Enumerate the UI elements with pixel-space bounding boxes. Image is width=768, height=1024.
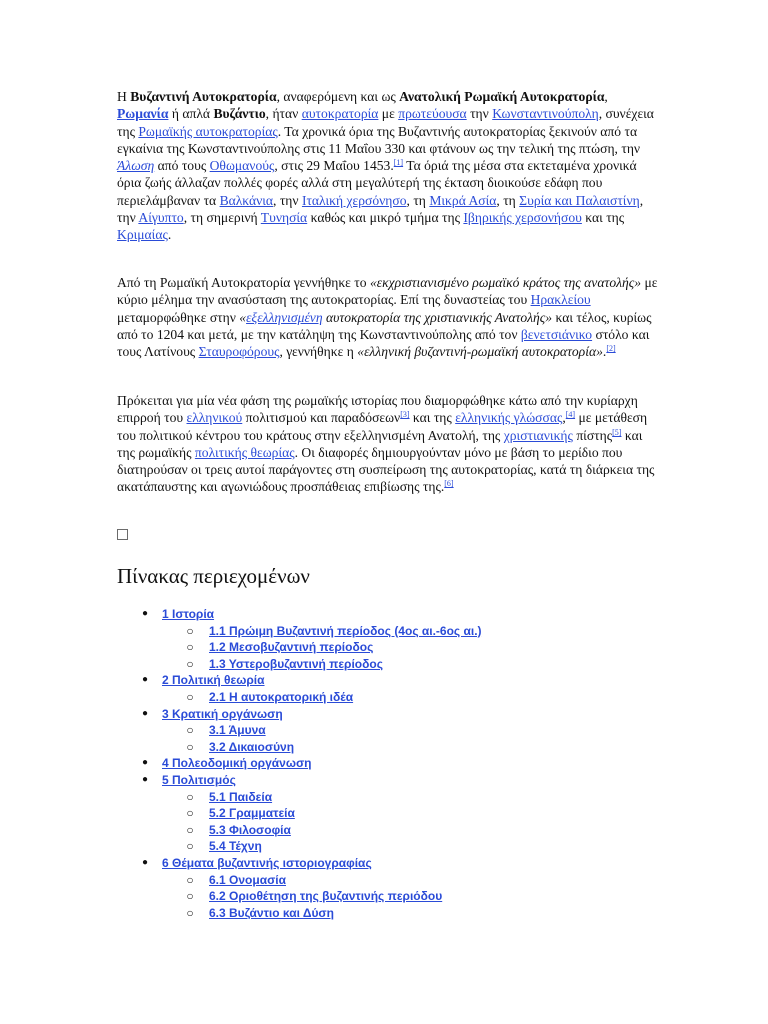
bullet-circle-icon: ○ (186, 723, 194, 738)
reference-link[interactable]: [5] (612, 427, 622, 437)
toc-link[interactable]: 3.2 Δικαιοσύνη (209, 739, 295, 754)
link-iberiki-xersonisos[interactable]: Ιβηρικής χερσονήσου (463, 210, 582, 226)
toc-link[interactable]: 5.3 Φιλοσοφία (209, 822, 291, 837)
bullet-circle-icon: ○ (186, 806, 194, 821)
second-paragraph (117, 274, 658, 360)
text: την (466, 106, 493, 122)
text: και τέλος, κυρίως από το 1204 και μετά, με την κατάληψη της Κωνσταντινούπολης από τον (117, 309, 652, 342)
third-paragraph (117, 392, 658, 496)
link-ellinikis-glwssas[interactable]: ελληνικής γλώσσας (455, 410, 563, 426)
bullet-circle-icon: ○ (186, 640, 194, 655)
text: Τα όριά της μέσα στα εκτεταμένα χρονικά όρια ζωής άλλαζαν πολλές φορές αλλά στη μεγαλύτερή της έκταση διοικούσε εδάφη που περιελάμβαναν τα (117, 158, 637, 208)
link-konstantinoupoli[interactable]: Κωνσταντινούπολη (492, 106, 599, 122)
bullet-disc-icon: ● (141, 757, 149, 769)
text: . (602, 344, 607, 360)
toc-link[interactable]: 4 Πολεοδομική οργάνωση (162, 756, 312, 771)
bullet-disc-icon: ● (141, 707, 149, 719)
bold-term-eastern-roman-empire: Ανατολική Ρωμαϊκή Αυτοκρατορία (399, 89, 605, 104)
bullet-circle-icon: ○ (186, 623, 194, 638)
text: αυτοκρατορία της χριστιανικής Ανατολής» (322, 309, 553, 325)
bullet-circle-icon: ○ (186, 839, 194, 854)
intro-paragraph (117, 88, 658, 244)
link-othomanous[interactable]: Οθωμανούς (209, 158, 275, 174)
reference-3[interactable] (400, 410, 409, 419)
bullet-circle-icon: ○ (186, 872, 194, 887)
bold-term-byzantio: Βυζάντιο (213, 106, 266, 122)
text: , ήταν (265, 106, 302, 122)
toc-link[interactable]: 6 Θέματα βυζαντινής ιστοριογραφίας (162, 856, 372, 870)
text: . Οι διαφορές δημιουργούνταν μόνο με βάση το μερίδιο που διατηρούσαν οι τρεις αυτοί παράγοντες στη συσπείρωση της αυτοκρατορίας, κατά τη διάρκεια της ακατάπαυστης και αγωνιώδους προσπάθειας επιβίωσης της. (117, 444, 655, 495)
link-mikra-asia[interactable]: Μικρά Ασία (429, 192, 497, 208)
toc-link[interactable]: 5.4 Τέχνη (209, 839, 262, 854)
text: και της ρωμαϊκής (117, 427, 643, 460)
bullet-circle-icon: ○ (186, 822, 194, 837)
toc-toggle-checkbox[interactable] (117, 529, 128, 540)
text: από τους (154, 158, 210, 174)
link-italiki-xersonisos[interactable]: Ιταλική χερσόνησο (301, 192, 407, 208)
bullet-circle-icon: ○ (186, 789, 194, 804)
italic-quote (239, 310, 552, 325)
bullet-circle-icon: ○ (186, 905, 194, 920)
link-balkania[interactable]: Βαλκάνια (219, 192, 274, 208)
toc-link[interactable]: 1 Ιστορία (162, 607, 215, 621)
link-alwsh[interactable]: Άλωση (117, 158, 155, 174)
text: , (604, 89, 608, 104)
link-exellinismeni[interactable]: εξελληνισμένη (246, 309, 323, 325)
text: , γεννήθηκε η (279, 344, 358, 360)
text: , την (117, 192, 644, 226)
link-romania[interactable]: Ρωμανία (117, 106, 169, 122)
toc-title: Πίνακας περιεχομένων (117, 564, 310, 588)
toc-link[interactable]: 6.1 Ονομασία (209, 872, 286, 887)
link-tynisia[interactable]: Τυνησία (260, 210, 308, 226)
text: , την (273, 192, 302, 208)
text: . Τα χρονικά όρια της Βυζαντινής αυτοκρατορίας ξεκινούν από τα εγκαίνια της Κωνσταντινούπολης στις 11 Μαΐου 330 και φτάνουν ως την τελική της πτώση, την (117, 123, 641, 156)
text: , στις 29 Μαΐου 1453. (274, 158, 394, 174)
toc-link[interactable]: 5.1 Παιδεία (209, 789, 273, 804)
text: , τη (496, 192, 520, 208)
text: , τη (406, 192, 430, 208)
reference-6[interactable] (444, 479, 453, 488)
text: πίστης (572, 427, 613, 443)
text: καθώς και μικρό τμήμα της (307, 210, 464, 226)
toc-link[interactable]: 3.1 Άμυνα (209, 723, 266, 738)
link-stavroforous[interactable]: Σταυροφόρους (198, 344, 280, 360)
reference-link[interactable]: [4] (565, 410, 576, 420)
bullet-disc-icon: ● (141, 674, 149, 686)
italic-quote: «εκχριστιανισμένο ρωμαϊκό κράτος της ανατολής» (369, 275, 642, 290)
bullet-circle-icon: ○ (186, 739, 194, 754)
bold-term-byzantine-empire: Βυζαντινή Αυτοκρατορία (130, 89, 277, 104)
text: Από τη Ρωμαϊκή Αυτοκρατορία γεννήθηκε το (117, 275, 370, 290)
reference-link[interactable]: [6] (444, 479, 454, 489)
text: , αναφερόμενη και ως (276, 89, 400, 104)
text: και της (409, 410, 456, 426)
reference-link[interactable]: [1] (393, 158, 404, 168)
text: « (239, 309, 247, 325)
text: Πρόκειται για μία νέα φάση της ρωμαϊκής ιστορίας που διαμορφώθηκε κάτω από την κυρίαρχη επιρροή του (117, 393, 638, 426)
text: , τη σημερινή (183, 210, 261, 226)
link-romaikis-autokratorias[interactable]: Ρωμαϊκής αυτοκρατορίας (138, 123, 278, 139)
text: , συνέχεια της (117, 106, 654, 139)
toc-link[interactable]: 1.3 Υστεροβυζαντινή περίοδος (209, 656, 383, 671)
text: και της (581, 210, 625, 226)
toc-link[interactable]: 6.3 Βυζάντιο και Δύση (209, 905, 334, 920)
toc-link[interactable]: 1.2 Μεσοβυζαντινή περίοδος (209, 640, 374, 655)
text: με μετάθεση του πολιτικού κέντρου του κράτους στην εξελληνισμένη Ανατολή, της (117, 410, 648, 443)
toc-link[interactable]: 2.1 Η αυτοκρατορική ιδέα (209, 690, 354, 704)
link-aigypto[interactable]: Αίγυπτο (138, 210, 184, 226)
bullet-circle-icon: ○ (186, 690, 194, 704)
text: , (562, 410, 566, 426)
reference-1[interactable] (394, 158, 403, 167)
toc-link[interactable]: 2 Πολιτική θεωρία (162, 673, 265, 688)
italic-quote: «ελληνική βυζαντινή-ρωμαϊκή αυτοκρατορία» (357, 344, 603, 360)
bullet-disc-icon: ● (141, 857, 149, 868)
toc-link[interactable]: 5.2 Γραμματεία (209, 806, 295, 821)
text: μεταμορφώθηκε στην (117, 309, 240, 325)
link-prwteuousa[interactable]: πρωτεύουσα (398, 106, 467, 122)
reference-link[interactable]: [3] (400, 410, 410, 420)
text: στόλο και τους Λατίνους (117, 326, 650, 360)
bullet-circle-icon: ○ (186, 889, 194, 904)
link-ellinikou[interactable]: ελληνικού (186, 410, 243, 426)
text: Η (117, 89, 131, 104)
link-politikis-theorias[interactable]: πολιτικής θεωρίας (194, 444, 295, 460)
toc-link[interactable]: 1.1 Πρώιμη Βυζαντινή περίοδος (4ος αι.-6ος αι.) (209, 623, 482, 638)
link-syria-palaistini[interactable]: Συρία και Παλαιστίνη (519, 192, 640, 208)
text: πολιτισμού και παραδόσεων (242, 410, 401, 426)
toc-link[interactable]: 5 Πολιτισμός (162, 773, 236, 787)
text: με (378, 106, 399, 122)
link-autokratoria[interactable]: αυτοκρατορία (301, 106, 379, 122)
link-xristianikis[interactable]: χριστιανικής (503, 427, 573, 443)
toc-link[interactable]: 6.2 Οριοθέτηση της βυζαντινής περιόδου (209, 889, 443, 904)
bullet-disc-icon: ● (141, 774, 149, 785)
bullet-disc-icon: ● (141, 608, 149, 619)
link-herakleiou[interactable]: Ηρακλείου (530, 292, 591, 308)
bullet-circle-icon: ○ (186, 656, 194, 671)
reference-link[interactable]: [2] (606, 344, 616, 354)
text: ή απλά (168, 106, 214, 122)
text: . (167, 227, 172, 243)
link-venetsianiko[interactable]: βενετσιάνικο (520, 326, 593, 342)
text: με κύριο μέλημα την ανασύσταση της αυτοκρατορίας. Επί της δυναστείας του (117, 275, 658, 308)
reference-4[interactable] (566, 410, 575, 419)
toc-link[interactable]: 3 Κρατική οργάνωση (162, 706, 283, 721)
link-krimaias[interactable]: Κριμαίας (117, 227, 168, 243)
reference-2[interactable] (606, 344, 615, 353)
